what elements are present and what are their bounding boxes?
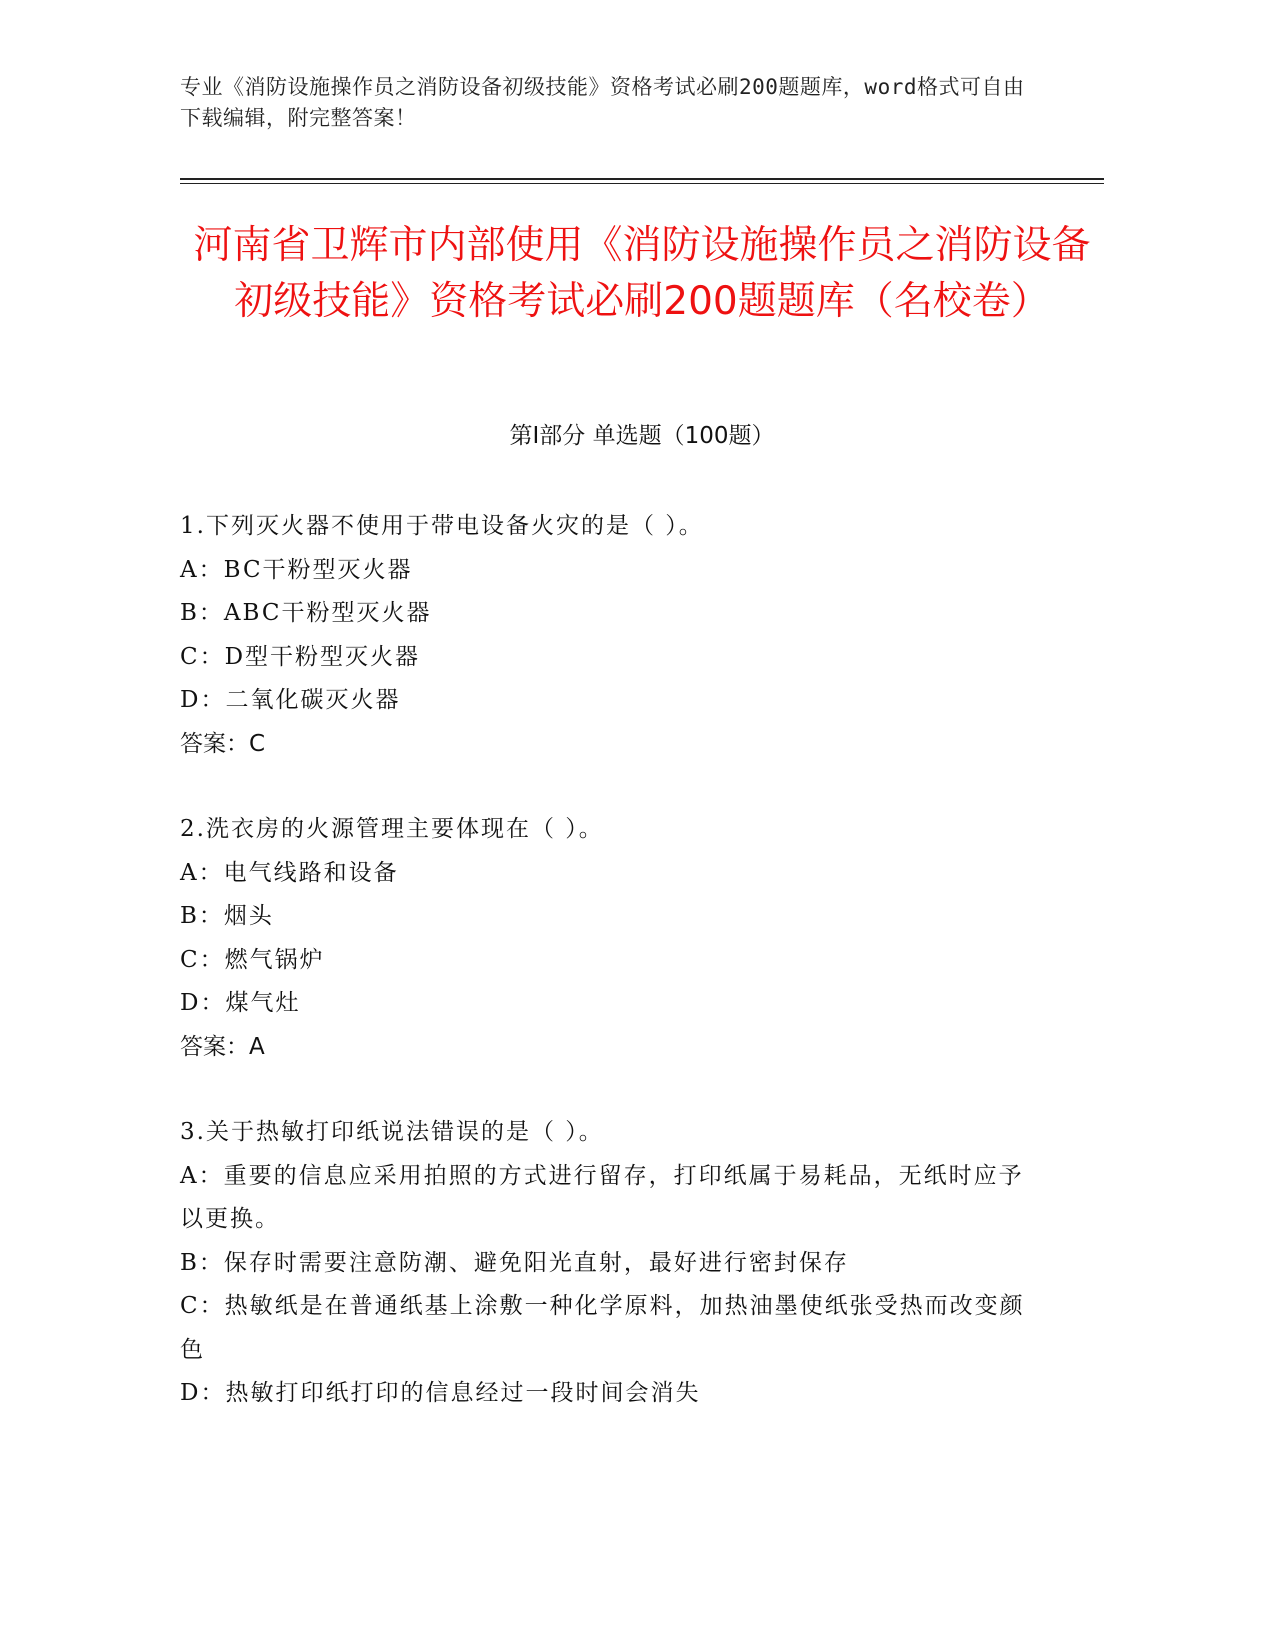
option-c: C：热敏纸是在普通纸基上涂敷一种化学原料，加热油墨使纸张受热而改变颜色 [180, 1293, 1025, 1363]
option-a: A：重要的信息应采用拍照的方式进行留存，打印纸属于易耗品，无纸时应予以更换。 [180, 1162, 1024, 1232]
answer: 答案：C [180, 730, 266, 757]
question-3 [180, 1111, 1040, 1416]
question-1 [180, 505, 1040, 766]
option-d: D：二氧化碳灭火器 [180, 687, 401, 713]
option-d: D：煤气灶 [180, 990, 301, 1016]
question-list [180, 505, 1040, 1458]
header-note: 专业《消防设施操作员之消防设备初级技能》资格考试必刷200题题库，word格式可自由下载编辑，附完整答案！ [180, 75, 1025, 130]
option-b: B：保存时需要注意防潮、避免阳光直射，最好进行密封保存 [180, 1249, 849, 1276]
section-title: 第Ⅰ部分 单选题（100题） [509, 423, 775, 449]
question-stem: 1.下列灭火器不使用于带电设备火灾的是（ ）。 [180, 513, 704, 539]
header-rule-thin [180, 183, 1104, 184]
option-d: D：热敏打印纸打印的信息经过一段时间会消失 [180, 1380, 701, 1406]
answer: 答案：A [180, 1033, 265, 1060]
option-b: B：烟头 [180, 903, 274, 929]
option-c: C：燃气锅炉 [180, 946, 325, 973]
header-rule-thick [180, 178, 1104, 180]
option-a: A：BC干粉型灭火器 [180, 556, 413, 583]
question-stem: 3.关于热敏打印纸说法错误的是（ ）。 [180, 1119, 604, 1145]
option-c: C：D型干粉型灭火器 [180, 643, 421, 670]
option-b: B：ABC干粉型灭火器 [180, 600, 432, 626]
question-stem: 2.洗衣房的火源管理主要体现在（ ）。 [180, 816, 604, 842]
option-a: A：电气线路和设备 [180, 859, 399, 886]
question-2 [180, 808, 1040, 1069]
page-title: 河南省卫辉市内部使用《消防设施操作员之消防设备初级技能》资格考试必刷200题题库（名校卷） [193, 223, 1091, 324]
